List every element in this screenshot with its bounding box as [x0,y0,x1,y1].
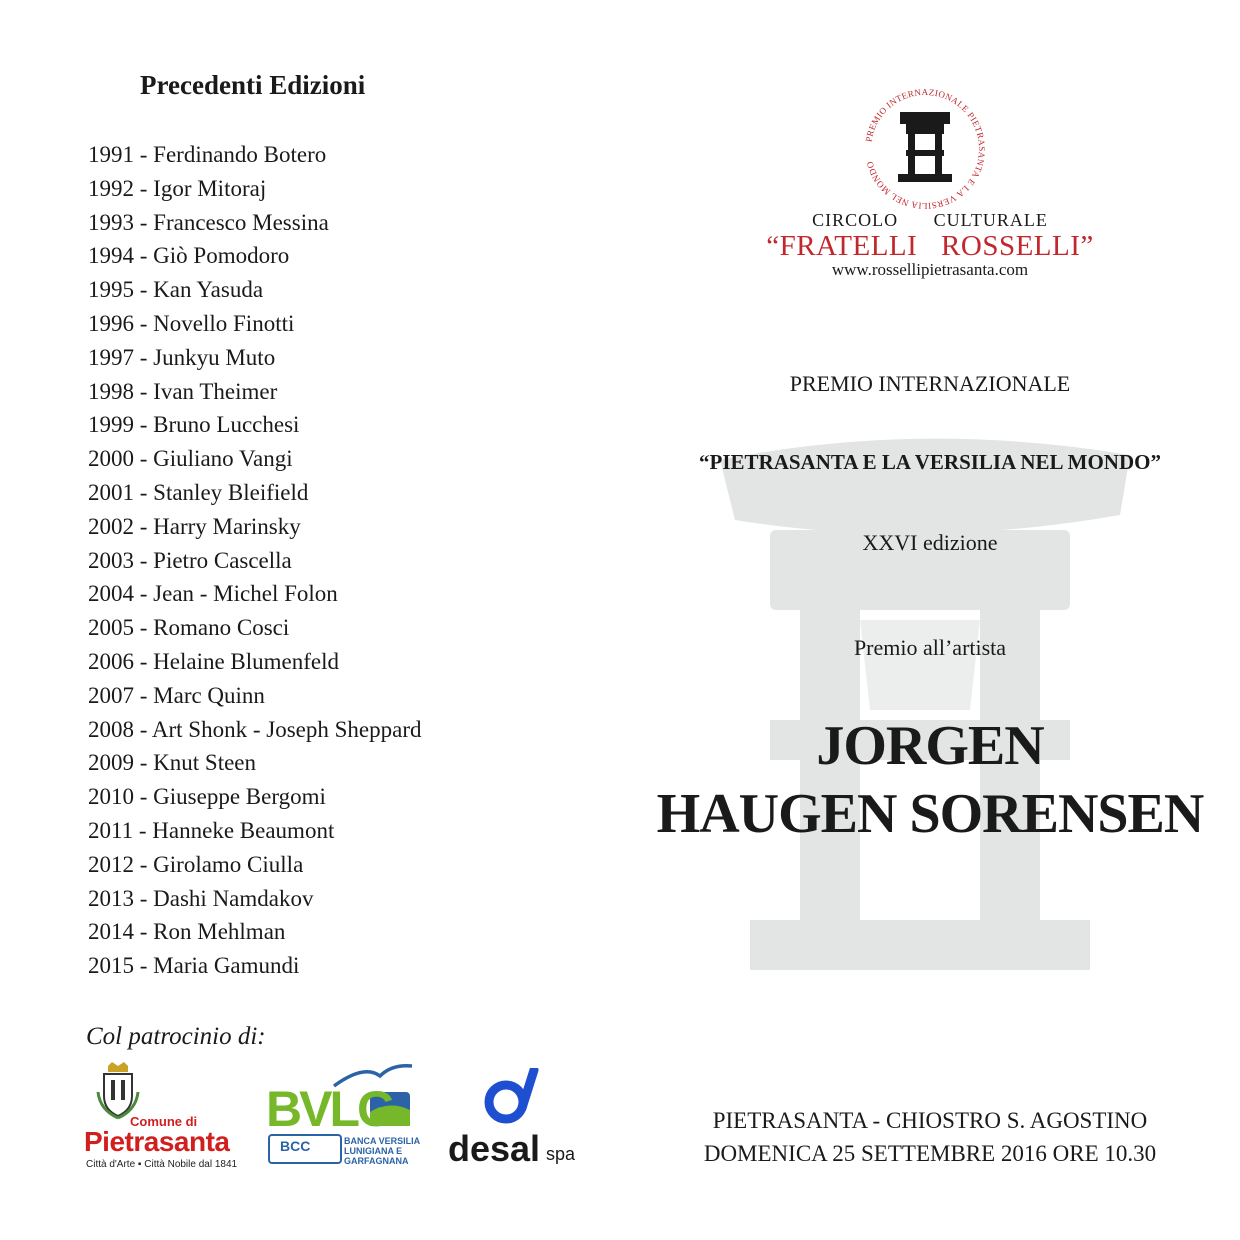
edition-item: 2006 - Helaine Blumenfeld [88,648,340,674]
bvlg-logo [266,1062,420,1170]
edition-item: 2000 - Giuliano Vangi [88,446,293,472]
coat-of-arms-icon [96,1062,140,1120]
artist-name-line2: HAUGEN SORENSEN [656,783,1204,845]
desal-name: desal [448,1128,541,1169]
edition-item: 1999 - Bruno Lucchesi [88,412,300,438]
bvlg-name: BVLG [266,1081,393,1137]
circolo-label: CIRCOLO CULTURALE [812,210,1048,230]
anvil-watermark-icon [660,420,1180,980]
previous-editions-title: Precedenti Edizioni [140,70,366,100]
edition-item: 2009 - Knut Steen [88,750,257,776]
event-date: DOMENICA 25 SETTEMBRE 2016 ORE 10.30 [703,1141,1157,1166]
patronage-label: Col patrocinio di: [86,1023,266,1050]
pietrasanta-logo [82,1062,238,1174]
edition-item: 2013 - Dashi Namdakov [88,885,314,911]
edition-item: 1997 - Junkyu Muto [88,344,276,370]
circle-emblem-icon [858,82,992,216]
edition-item: 2002 - Harry Marinsky [88,513,301,539]
edition-item: 2007 - Marc Quinn [88,682,265,708]
edition-item: 1995 - Kan Yasuda [88,277,264,303]
edition-item: 1993 - Francesco Messina [88,209,329,235]
fratelli-rosselli: “FRATELLI ROSSELLI” [766,230,1094,262]
desal-suffix: spa [546,1144,576,1164]
editions-list [88,138,421,983]
artist-name-line1: JORGEN [816,715,1044,777]
venue: PIETRASANTA - CHIOSTRO S. AGOSTINO [712,1108,1148,1133]
slogan: “PIETRASANTA E LA VERSILIA NEL MONDO” [699,450,1161,474]
bcc-label: BCC [280,1138,311,1154]
edition-item: 2004 - Jean - Michel Folon [88,581,338,607]
svg-text:PREMIO INTERNAZIONALE PIETRASA [863,87,987,211]
edition-item: 2003 - Pietro Cascella [88,547,292,573]
pietrasanta-tagline: Città d'Arte ▪ Città Nobile dal 1841 [86,1159,238,1170]
edition-item: 1998 - Ivan Theimer [88,378,278,404]
circle-text: PREMIO INTERNAZIONALE PIETRASANTA E LA VERSILIA NEL MONDO [863,86,988,212]
desal-d-icon [482,1068,542,1126]
desal-logo [446,1068,586,1172]
comune-label: Comune di [130,1114,198,1129]
edition-item: 2015 - Maria Gamundi [88,953,300,979]
edition-item: 2012 - Girolamo Ciulla [88,851,304,877]
website-url: www.rossellipietrasanta.com [831,260,1029,279]
premio-internazionale: PREMIO INTERNAZIONALE [789,371,1071,396]
edition-item: 2011 - Hanneke Beaumont [88,817,335,843]
bank-name: BANCA VERSILIA LUNIGIANA E GARFAGNANA [344,1136,420,1166]
edition-item: 1996 - Novello Finotti [88,310,295,336]
edition-item: 2010 - Giuseppe Bergomi [88,784,326,810]
edition-item: 2005 - Romano Cosci [88,615,290,641]
edition-item: 1994 - Giò Pomodoro [88,243,290,269]
edition-number: XXVI edizione [862,530,998,555]
edition-item: 2014 - Ron Mehlman [88,919,286,945]
edition-item: 1991 - Ferdinando Botero [88,142,327,167]
premio-artista: Premio all’artista [853,635,1007,660]
edition-item: 2001 - Stanley Bleifield [88,479,309,505]
edition-item: 2008 - Art Shonk - Joseph Sheppard [88,716,422,742]
edition-item: 1992 - Igor Mitoraj [88,175,267,201]
pietrasanta-name: Pietrasanta [84,1126,230,1157]
